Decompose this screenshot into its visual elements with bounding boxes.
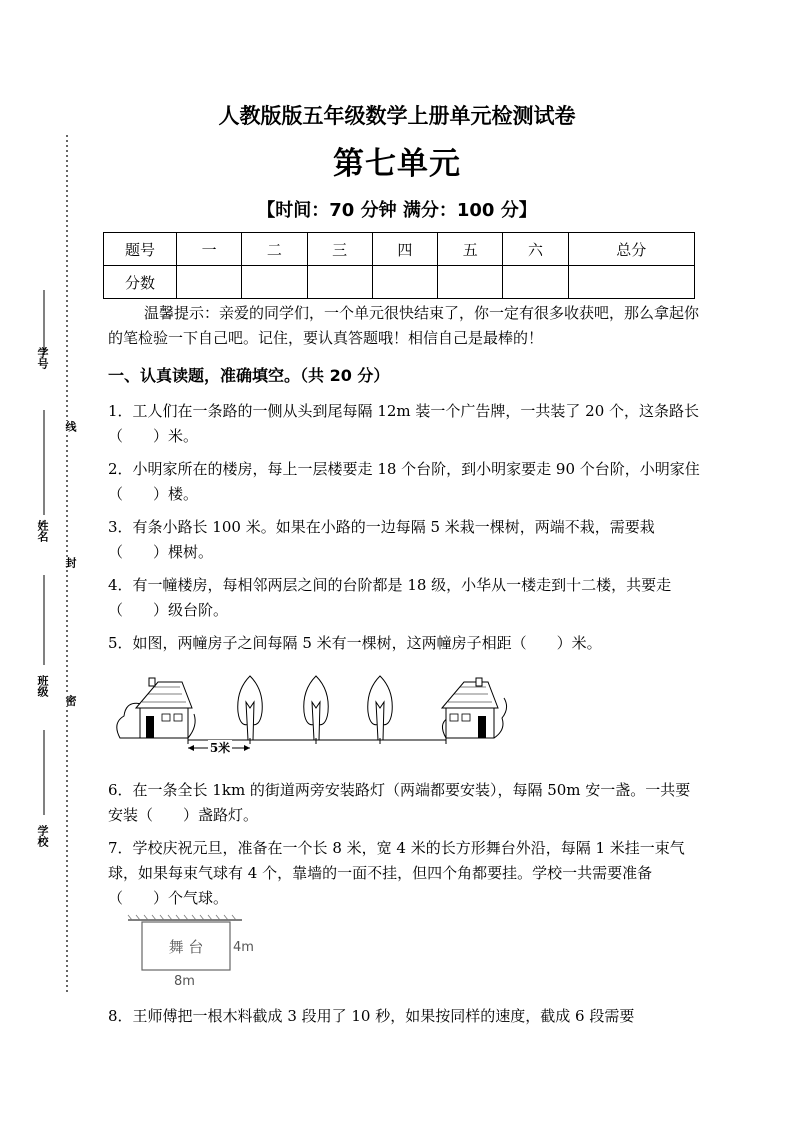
house-left-icon [136, 678, 192, 738]
warm-tip: 温馨提示：亲爱的同学们，一个单元很快结束了，你一定有很多收获吧，那么拿起你的笔检验一下自己吧。记住，要认真答题哦！相信自己是最棒的！ [108, 304, 700, 347]
section-1-heading: 一、认真读题，准确填空。（共 20 分） [108, 366, 390, 385]
score-table-score-row [104, 266, 695, 299]
score-table-cell: 一 [177, 233, 242, 266]
score-table-cell: 二 [242, 233, 307, 266]
score-table-cell: 六 [503, 233, 568, 266]
tree-icon [238, 676, 263, 740]
tree-icon [368, 676, 393, 740]
question-2: 2．小明家所在的楼房，每上一层楼要走 18 个台阶，到小明家要走 90 个台阶，小明家住（ ）楼。 [108, 460, 700, 503]
score-input-cell[interactable] [307, 266, 372, 299]
label-name: 姓名 [36, 520, 49, 542]
figure-houses-trees [112, 668, 532, 763]
score-table [103, 232, 695, 299]
stage-label: 舞 台 [168, 938, 204, 956]
figure-stage [124, 912, 284, 992]
score-table-cell: 五 [438, 233, 503, 266]
score-table-cell: 总分 [568, 233, 694, 266]
stage-length-label: 8m [174, 974, 195, 989]
seal-line-char: 线 [64, 421, 77, 432]
score-table-cell: 三 [307, 233, 372, 266]
seal-seal-char: 封 [64, 557, 77, 568]
seal-secret-char: 密 [64, 695, 77, 706]
score-input-cell[interactable] [438, 266, 503, 299]
question-7: 7．学校庆祝元旦，准备在一个长 8 米，宽 4 米的长方形舞台外沿，每隔 1 米挂一束气球，如果每束气球有 4 个，靠墙的一面不挂，但四个角都要挂。学校一共需要准备（ ）个气球。 [108, 839, 685, 907]
question-3: 3．有条小路长 100 米。如果在小路的一边每隔 5 米栽一棵树，两端不栽，需要栽（ ）棵树。 [108, 518, 655, 561]
tree-icon [304, 676, 329, 740]
score-input-cell[interactable] [568, 266, 694, 299]
score-input-cell[interactable] [242, 266, 307, 299]
score-input-cell[interactable] [503, 266, 568, 299]
score-table-cell: 分数 [104, 266, 177, 299]
label-class: 班级 [36, 675, 49, 697]
question-5: 5．如图，两幢房子之间每隔 5 米有一棵树，这两幢房子相距（ ）米。 [108, 634, 602, 652]
question-1: 1．工人们在一条路的一侧从头到尾每隔 12m 装一个广告牌，一共装了 20 个，这条路长（ ）米。 [108, 402, 700, 445]
stage-width-label: 4m [233, 940, 254, 955]
score-input-cell[interactable] [372, 266, 437, 299]
distance-label: 5米 [209, 741, 231, 755]
question-4: 4．有一幢楼房，每相邻两层之间的台阶都是 18 级，小华从一楼走到十二楼，共要走（ ）级台阶。 [108, 576, 672, 619]
unit-title: 第七单元 [333, 146, 461, 182]
binding-lines [10, 135, 70, 995]
score-table-cell: 四 [372, 233, 437, 266]
question-8: 8．王师傅把一根木料截成 3 段用了 10 秒，如果按同样的速度，截成 6 段需要 [108, 1007, 635, 1025]
house-right-icon [442, 678, 498, 738]
score-table-header-row [104, 233, 695, 266]
exam-title: 人教版版五年级数学上册单元检测试卷 [218, 103, 576, 128]
label-student-id: 学号 [36, 347, 49, 369]
binding-margin [10, 135, 77, 995]
label-school: 学校 [36, 825, 49, 847]
time-info: 【时间：70 分钟 满分：100 分】 [257, 200, 537, 221]
score-table-cell: 题号 [104, 233, 177, 266]
score-input-cell[interactable] [177, 266, 242, 299]
question-6: 6．在一条全长 1km 的街道两旁安装路灯（两端都要安装），每隔 50m 安一盏。一共要安装（ ）盏路灯。 [108, 781, 691, 824]
